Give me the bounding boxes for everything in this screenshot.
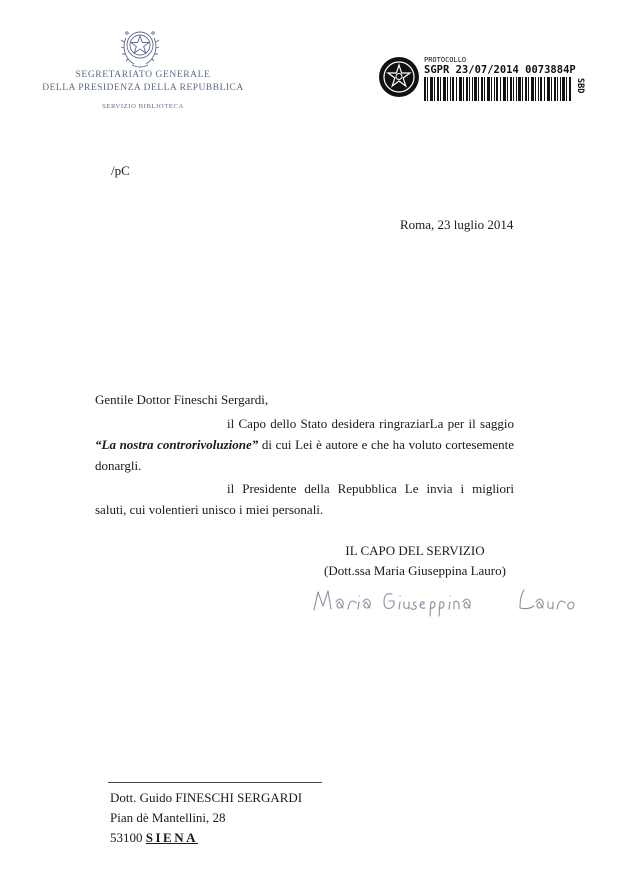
protocol-side-code: SBD <box>575 78 585 94</box>
recipient-city-line <box>110 830 198 846</box>
paragraph-2 <box>95 478 514 520</box>
handwritten-signature <box>310 582 580 618</box>
signer-name: (Dott.ssa Maria Giuseppina Lauro) <box>324 563 506 578</box>
letter-date: Roma, 23 luglio 2014 <box>400 217 514 232</box>
paragraph-1-part2: di cui Lei è autore e che ha voluto cortesemente donargli. <box>95 437 515 473</box>
book-title: “La nostra controrivoluzione” <box>95 437 259 452</box>
recipient-street: Pian dè Mantellini, 28 <box>110 810 226 825</box>
recipient-zip: 53100 <box>110 830 143 845</box>
barcode-icon <box>424 77 572 101</box>
letterhead-line1: SEGRETARIATO GENERALE <box>75 70 211 80</box>
paragraph-1-part1: il Capo dello Stato desidera ringraziarLa per il saggio <box>227 416 514 431</box>
recipient-city: SIENA <box>145 830 198 845</box>
protocol-stamp <box>378 56 588 102</box>
signature-block <box>320 541 510 581</box>
paragraph-2-text: il Presidente della Repubblica Le invia i migliori saluti, cui volentieri unisco i miei personali. <box>95 481 514 517</box>
letterhead-line2: DELLA PRESIDENZA DELLA REPUBBLICA <box>42 83 244 93</box>
reference-code: /pC <box>111 163 130 178</box>
salutation: Gentile Dottor Fineschi Sergardi, <box>95 392 269 407</box>
recipient-name: Dott. Guido FINESCHI SERGARDI <box>110 790 303 805</box>
republic-emblem-icon <box>118 24 162 70</box>
address-divider <box>108 782 322 783</box>
letterhead-line3: SERVIZIO BIBLIOTECA <box>102 103 184 110</box>
paragraph-1 <box>95 413 514 476</box>
signer-role: IL CAPO DEL SERVIZIO <box>345 543 485 558</box>
protocol-label: PROTOCOLLO <box>424 56 467 64</box>
republic-seal-icon <box>378 56 420 98</box>
protocol-code: SGPR 23/07/2014 0073884P <box>424 64 576 76</box>
